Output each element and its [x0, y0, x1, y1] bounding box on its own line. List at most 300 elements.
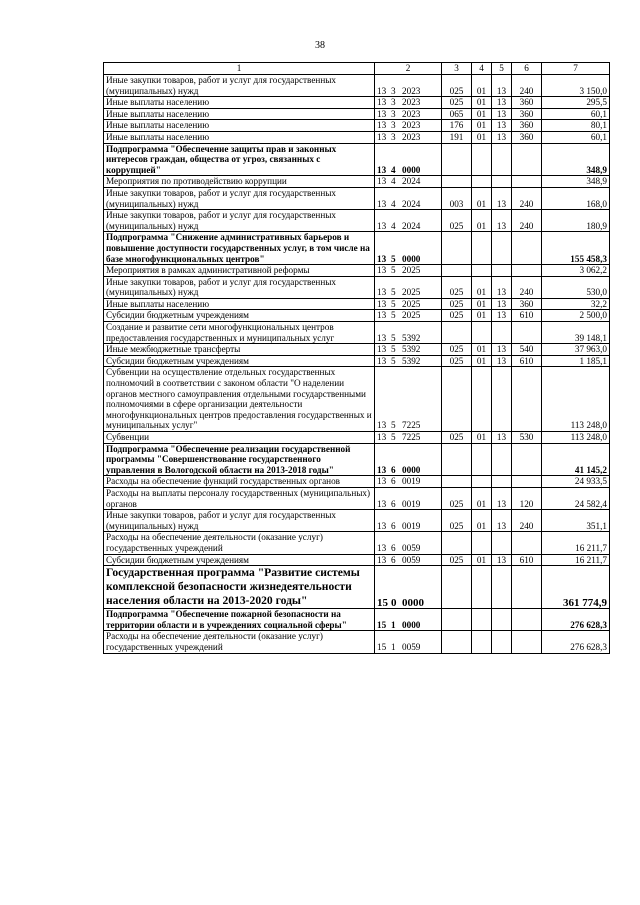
- section-code-cell: [472, 631, 492, 653]
- target-article-cell: [375, 432, 442, 444]
- ministry-code-cell: [442, 443, 472, 476]
- section-code-cell: [472, 265, 492, 277]
- item-name-cell: Подпрограмма "Снижение административных барьеров и повышение доступности государственных услуг, в том числе на базе многофункциональных центров": [104, 232, 375, 265]
- expense-type-cell: [512, 143, 542, 176]
- subsection-code-cell: [492, 443, 512, 476]
- table-row: [104, 510, 610, 532]
- subsection-code-cell: 13: [492, 432, 512, 444]
- direction-code: 2024: [402, 198, 421, 209]
- expense-type-cell: 610: [512, 554, 542, 566]
- target-article-cell: [375, 276, 442, 298]
- target-article-cell: [375, 187, 442, 209]
- subprogram-code: 5: [391, 355, 396, 366]
- program-code: 13: [377, 332, 387, 343]
- table-row: [104, 298, 610, 310]
- section-code-cell: 01: [472, 310, 492, 322]
- target-article-cell: [375, 265, 442, 277]
- item-name-cell: Подпрограмма "Обеспечение защиты прав и законных интересов граждан, общества от угроз, связанных с коррупцией": [104, 143, 375, 176]
- table-row: [104, 609, 610, 631]
- item-name-cell: Мероприятия по противодействию коррупции: [104, 176, 375, 188]
- subsection-code-cell: [492, 631, 512, 653]
- target-article-cell: [375, 487, 442, 509]
- program-code: 13: [377, 220, 387, 231]
- section-code-cell: [472, 367, 492, 432]
- item-name-cell: Субсидии бюджетным учреждениям: [104, 310, 375, 322]
- table-row: [104, 476, 610, 488]
- program-code: 13: [377, 542, 387, 553]
- table-row: [104, 265, 610, 277]
- amount-cell: 3 150,0: [542, 75, 610, 97]
- subsection-code-cell: 13: [492, 344, 512, 356]
- ministry-code-cell: 176: [442, 120, 472, 132]
- expense-type-cell: [512, 631, 542, 653]
- subsection-code-cell: 13: [492, 97, 512, 109]
- subprogram-code: 4: [391, 198, 396, 209]
- ministry-code-cell: [442, 631, 472, 653]
- expense-type-cell: 120: [512, 487, 542, 509]
- direction-code: 0059: [402, 554, 421, 565]
- direction-code: 0000: [402, 164, 421, 175]
- expense-type-cell: [512, 322, 542, 344]
- subprogram-code: 3: [391, 85, 396, 96]
- section-code-cell: [472, 232, 492, 265]
- item-name-cell: Иные выплаты населению: [104, 131, 375, 143]
- target-article-cell: [375, 443, 442, 476]
- expense-type-cell: 240: [512, 75, 542, 97]
- section-code-cell: 01: [472, 344, 492, 356]
- subsection-code-cell: 13: [492, 210, 512, 232]
- direction-code: 0019: [402, 476, 421, 487]
- direction-code: 0000: [402, 253, 421, 264]
- expense-type-cell: [512, 367, 542, 432]
- item-name-cell: Государственная программа "Развитие системы комплексной безопасности жизнедеятельности населения области на 2013-2020 годы": [104, 566, 375, 609]
- direction-code: 0019: [402, 498, 421, 509]
- target-article-cell: [375, 298, 442, 310]
- expense-type-cell: 240: [512, 210, 542, 232]
- target-article-cell: [375, 120, 442, 132]
- target-article-cell: [375, 631, 442, 653]
- table-row: [104, 631, 610, 653]
- subsection-code-cell: 13: [492, 131, 512, 143]
- program-code: 13: [377, 265, 387, 276]
- subsection-code-cell: [492, 566, 512, 609]
- amount-cell: 37 963,0: [542, 344, 610, 356]
- amount-cell: 295,5: [542, 97, 610, 109]
- header-cell: 6: [512, 63, 542, 75]
- section-code-cell: 01: [472, 276, 492, 298]
- section-code-cell: 01: [472, 131, 492, 143]
- subprogram-code: 5: [391, 432, 396, 442]
- subsection-code-cell: 13: [492, 355, 512, 367]
- subsection-code-cell: [492, 532, 512, 554]
- subsection-code-cell: 13: [492, 510, 512, 532]
- target-article-cell: [375, 210, 442, 232]
- table-row: [104, 322, 610, 344]
- amount-cell: 16 211,7: [542, 554, 610, 566]
- amount-cell: 1 185,1: [542, 355, 610, 367]
- ministry-code-cell: [442, 367, 472, 432]
- expense-type-cell: 610: [512, 310, 542, 322]
- header-cell: 4: [472, 63, 492, 75]
- program-code: 13: [377, 85, 387, 96]
- subprogram-code: 5: [391, 420, 396, 431]
- table-row: [104, 566, 610, 609]
- ministry-code-cell: 025: [442, 510, 472, 532]
- item-name-cell: Иные закупки товаров, работ и услуг для государственных (муниципальных) нужд: [104, 276, 375, 298]
- target-article-cell: [375, 609, 442, 631]
- program-code: 13: [377, 108, 387, 119]
- direction-code: 5392: [402, 332, 421, 343]
- table-row: [104, 120, 610, 132]
- ministry-code-cell: [442, 476, 472, 488]
- ministry-code-cell: 025: [442, 210, 472, 232]
- amount-cell: 80,1: [542, 120, 610, 132]
- ministry-code-cell: 025: [442, 75, 472, 97]
- direction-code: 2023: [402, 131, 421, 142]
- table-row: [104, 131, 610, 143]
- target-article-cell: [375, 367, 442, 432]
- subsection-code-cell: [492, 367, 512, 432]
- target-article-cell: [375, 344, 442, 356]
- expense-type-cell: [512, 532, 542, 554]
- program-code: 13: [377, 120, 387, 131]
- subsection-code-cell: [492, 476, 512, 488]
- subprogram-code: 5: [391, 298, 396, 309]
- expense-type-cell: 360: [512, 120, 542, 132]
- program-code: 13: [377, 420, 387, 431]
- amount-cell: 3 062,2: [542, 265, 610, 277]
- table-row: [104, 108, 610, 120]
- ministry-code-cell: 065: [442, 108, 472, 120]
- header-cell: 2: [375, 63, 442, 75]
- amount-cell: 60,1: [542, 131, 610, 143]
- ministry-code-cell: 025: [442, 554, 472, 566]
- item-name-cell: Иные закупки товаров, работ и услуг для государственных (муниципальных) нужд: [104, 75, 375, 97]
- item-name-cell: Мероприятия в рамках административной реформы: [104, 265, 375, 277]
- subprogram-code: 6: [391, 476, 396, 487]
- expense-type-cell: 360: [512, 298, 542, 310]
- item-name-cell: Расходы на обеспечение деятельности (оказание услуг) государственных учреждений: [104, 631, 375, 653]
- direction-code: 2024: [402, 220, 421, 231]
- subprogram-code: 5: [391, 253, 396, 264]
- section-code-cell: 01: [472, 432, 492, 444]
- ministry-code-cell: 025: [442, 276, 472, 298]
- item-name-cell: Иные выплаты населению: [104, 298, 375, 310]
- amount-cell: 276 628,3: [542, 609, 610, 631]
- header-cell: 1: [104, 63, 375, 75]
- program-code: 13: [377, 498, 387, 509]
- amount-cell: 24 582,4: [542, 487, 610, 509]
- item-name-cell: Подпрограмма "Обеспечение реализации государственной программы "Совершенствование государственного управления в Вологодской области на 2013-2018 годы": [104, 443, 375, 476]
- ministry-code-cell: 025: [442, 487, 472, 509]
- table-row: [104, 143, 610, 176]
- subsection-code-cell: [492, 609, 512, 631]
- section-code-cell: [472, 609, 492, 631]
- expense-type-cell: 360: [512, 108, 542, 120]
- ministry-code-cell: 191: [442, 131, 472, 143]
- table-row: [104, 367, 610, 432]
- table-row: [104, 344, 610, 356]
- table-row: [104, 210, 610, 232]
- program-code: 13: [377, 554, 387, 565]
- program-code: 13: [377, 355, 387, 366]
- page-number: 38: [315, 40, 325, 51]
- subprogram-code: 3: [391, 120, 396, 131]
- ministry-code-cell: 003: [442, 187, 472, 209]
- expense-type-cell: [512, 476, 542, 488]
- section-code-cell: [472, 476, 492, 488]
- table-row: [104, 443, 610, 476]
- ministry-code-cell: [442, 265, 472, 277]
- ministry-code-cell: 025: [442, 310, 472, 322]
- program-code: 13: [377, 198, 387, 209]
- program-code: 13: [377, 432, 387, 442]
- item-name-cell: Субсидии бюджетным учреждениям: [104, 554, 375, 566]
- direction-code: 2025: [402, 298, 421, 309]
- direction-code: 0000: [402, 596, 424, 609]
- table-row: [104, 232, 610, 265]
- subprogram-code: 4: [391, 176, 396, 187]
- header-cell: 7: [542, 63, 610, 75]
- amount-cell: 16 211,7: [542, 532, 610, 554]
- target-article-cell: [375, 75, 442, 97]
- target-article-cell: [375, 322, 442, 344]
- amount-cell: 2 500,0: [542, 310, 610, 322]
- direction-code: 2025: [402, 265, 421, 276]
- subprogram-code: 4: [391, 164, 396, 175]
- subprogram-code: 5: [391, 265, 396, 276]
- section-code-cell: 01: [472, 554, 492, 566]
- direction-code: 7225: [402, 420, 421, 431]
- target-article-cell: [375, 176, 442, 188]
- expense-type-cell: [512, 232, 542, 265]
- header-cell: 5: [492, 63, 512, 75]
- subprogram-code: 3: [391, 97, 396, 108]
- target-article-cell: [375, 510, 442, 532]
- item-name-cell: Субвенции на осуществление отдельных государственных полномочий в соответствии с законом области "О наделении органов местного самоуправления отдельными государственными полномочиями в сфере организации деятельности многофункциональных центров предоставления государственных и муниципальных услуг": [104, 367, 375, 432]
- expense-type-cell: 540: [512, 344, 542, 356]
- target-article-cell: [375, 554, 442, 566]
- header-cell: 3: [442, 63, 472, 75]
- ministry-code-cell: [442, 143, 472, 176]
- section-code-cell: 01: [472, 108, 492, 120]
- expense-type-cell: 610: [512, 355, 542, 367]
- subprogram-code: 5: [391, 332, 396, 343]
- table-row: [104, 554, 610, 566]
- direction-code: 2023: [402, 97, 421, 108]
- program-code: 15: [377, 641, 387, 652]
- amount-cell: 60,1: [542, 108, 610, 120]
- amount-cell: 41 145,2: [542, 443, 610, 476]
- section-code-cell: 01: [472, 355, 492, 367]
- item-name-cell: Иные выплаты населению: [104, 97, 375, 109]
- direction-code: 2024: [402, 176, 421, 187]
- target-article-cell: [375, 566, 442, 609]
- program-code: 13: [377, 298, 387, 309]
- section-code-cell: 01: [472, 210, 492, 232]
- item-name-cell: Субвенции: [104, 432, 375, 444]
- table-header-row: [104, 63, 610, 75]
- subsection-code-cell: [492, 176, 512, 188]
- table-row: [104, 532, 610, 554]
- section-code-cell: [472, 443, 492, 476]
- section-code-cell: 01: [472, 120, 492, 132]
- ministry-code-cell: [442, 566, 472, 609]
- item-name-cell: Иные закупки товаров, работ и услуг для государственных (муниципальных) нужд: [104, 187, 375, 209]
- amount-cell: 155 458,3: [542, 232, 610, 265]
- ministry-code-cell: 025: [442, 97, 472, 109]
- program-code: 15: [377, 619, 387, 630]
- table-row: [104, 187, 610, 209]
- subsection-code-cell: 13: [492, 487, 512, 509]
- expense-type-cell: [512, 176, 542, 188]
- amount-cell: 361 774,9: [542, 566, 610, 609]
- budget-table: [103, 62, 610, 654]
- subsection-code-cell: 13: [492, 276, 512, 298]
- item-name-cell: Расходы на обеспечение функций государственных органов: [104, 476, 375, 488]
- subprogram-code: 5: [391, 310, 396, 321]
- subsection-code-cell: 13: [492, 108, 512, 120]
- amount-cell: 348,9: [542, 176, 610, 188]
- section-code-cell: [472, 176, 492, 188]
- expense-type-cell: 360: [512, 97, 542, 109]
- target-article-cell: [375, 310, 442, 322]
- program-code: 15: [377, 596, 388, 609]
- subprogram-code: 0: [391, 596, 397, 609]
- table-row: [104, 310, 610, 322]
- subsection-code-cell: 13: [492, 554, 512, 566]
- subprogram-code: 6: [391, 520, 396, 531]
- section-code-cell: 01: [472, 187, 492, 209]
- subprogram-code: 5: [391, 344, 396, 355]
- target-article-cell: [375, 476, 442, 488]
- section-code-cell: [472, 322, 492, 344]
- subprogram-code: 6: [391, 554, 396, 565]
- expense-type-cell: [512, 443, 542, 476]
- program-code: 13: [377, 476, 387, 487]
- section-code-cell: 01: [472, 487, 492, 509]
- table-row: [104, 355, 610, 367]
- amount-cell: 39 148,1: [542, 322, 610, 344]
- ministry-code-cell: 025: [442, 344, 472, 356]
- subsection-code-cell: [492, 232, 512, 265]
- expense-type-cell: 360: [512, 131, 542, 143]
- direction-code: 0000: [402, 464, 421, 475]
- amount-cell: 168,0: [542, 187, 610, 209]
- item-name-cell: Субсидии бюджетным учреждениям: [104, 355, 375, 367]
- direction-code: 0059: [402, 542, 421, 553]
- subprogram-code: 3: [391, 108, 396, 119]
- section-code-cell: [472, 566, 492, 609]
- item-name-cell: Иные выплаты населению: [104, 120, 375, 132]
- subprogram-code: 4: [391, 220, 396, 231]
- program-code: 13: [377, 464, 387, 475]
- subsection-code-cell: 13: [492, 298, 512, 310]
- ministry-code-cell: [442, 609, 472, 631]
- subprogram-code: 6: [391, 498, 396, 509]
- table-row: [104, 176, 610, 188]
- direction-code: 7225: [402, 432, 421, 442]
- subsection-code-cell: 13: [492, 310, 512, 322]
- section-code-cell: 01: [472, 75, 492, 97]
- amount-cell: 24 933,5: [542, 476, 610, 488]
- amount-cell: 351,1: [542, 510, 610, 532]
- ministry-code-cell: 025: [442, 355, 472, 367]
- subprogram-code: 1: [391, 619, 396, 630]
- ministry-code-cell: 025: [442, 298, 472, 310]
- subsection-code-cell: 13: [492, 120, 512, 132]
- direction-code: 5392: [402, 355, 421, 366]
- subprogram-code: 5: [391, 287, 396, 298]
- ministry-code-cell: [442, 532, 472, 554]
- subprogram-code: 1: [391, 641, 396, 652]
- direction-code: 0059: [402, 641, 421, 652]
- item-name-cell: Иные выплаты населению: [104, 108, 375, 120]
- target-article-cell: [375, 143, 442, 176]
- ministry-code-cell: [442, 322, 472, 344]
- amount-cell: 348,9: [542, 143, 610, 176]
- program-code: 13: [377, 310, 387, 321]
- target-article-cell: [375, 532, 442, 554]
- amount-cell: 530,0: [542, 276, 610, 298]
- item-name-cell: Подпрограмма "Обеспечение пожарной безопасности на территории области и в учреждениях социальной сферы": [104, 609, 375, 631]
- program-code: 13: [377, 176, 387, 187]
- expense-type-cell: [512, 609, 542, 631]
- expense-type-cell: [512, 566, 542, 609]
- subsection-code-cell: 13: [492, 187, 512, 209]
- ministry-code-cell: 025: [442, 432, 472, 444]
- program-code: 13: [377, 520, 387, 531]
- subsection-code-cell: [492, 265, 512, 277]
- subsection-code-cell: 13: [492, 75, 512, 97]
- target-article-cell: [375, 108, 442, 120]
- amount-cell: 276 628,3: [542, 631, 610, 653]
- amount-cell: 180,9: [542, 210, 610, 232]
- direction-code: 2023: [402, 108, 421, 119]
- program-code: 13: [377, 344, 387, 355]
- table-row: [104, 276, 610, 298]
- item-name-cell: Расходы на выплаты персоналу государственных (муниципальных) органов: [104, 487, 375, 509]
- program-code: 13: [377, 97, 387, 108]
- amount-cell: 113 248,0: [542, 432, 610, 444]
- direction-code: 2025: [402, 310, 421, 321]
- amount-cell: 113 248,0: [542, 367, 610, 432]
- expense-type-cell: 240: [512, 510, 542, 532]
- subsection-code-cell: [492, 322, 512, 344]
- item-name-cell: Иные закупки товаров, работ и услуг для государственных (муниципальных) нужд: [104, 210, 375, 232]
- table-row: [104, 97, 610, 109]
- target-article-cell: [375, 131, 442, 143]
- table-row: [104, 75, 610, 97]
- ministry-code-cell: [442, 176, 472, 188]
- item-name-cell: Иные закупки товаров, работ и услуг для государственных (муниципальных) нужд: [104, 510, 375, 532]
- direction-code: 0000: [402, 619, 421, 630]
- subsection-code-cell: [492, 143, 512, 176]
- expense-type-cell: 240: [512, 276, 542, 298]
- program-code: 13: [377, 253, 387, 264]
- program-code: 13: [377, 287, 387, 298]
- section-code-cell: 01: [472, 298, 492, 310]
- item-name-cell: Расходы на обеспечение деятельности (оказание услуг) государственных учреждений: [104, 532, 375, 554]
- program-code: 13: [377, 131, 387, 142]
- subprogram-code: 3: [391, 131, 396, 142]
- item-name-cell: Создание и развитие сети многофункциональных центров предоставления государственных и муниципальных услуг: [104, 322, 375, 344]
- section-code-cell: [472, 532, 492, 554]
- item-name-cell: Иные межбюджетные трансферты: [104, 344, 375, 356]
- direction-code: 2023: [402, 85, 421, 96]
- section-code-cell: [472, 143, 492, 176]
- expense-type-cell: [512, 265, 542, 277]
